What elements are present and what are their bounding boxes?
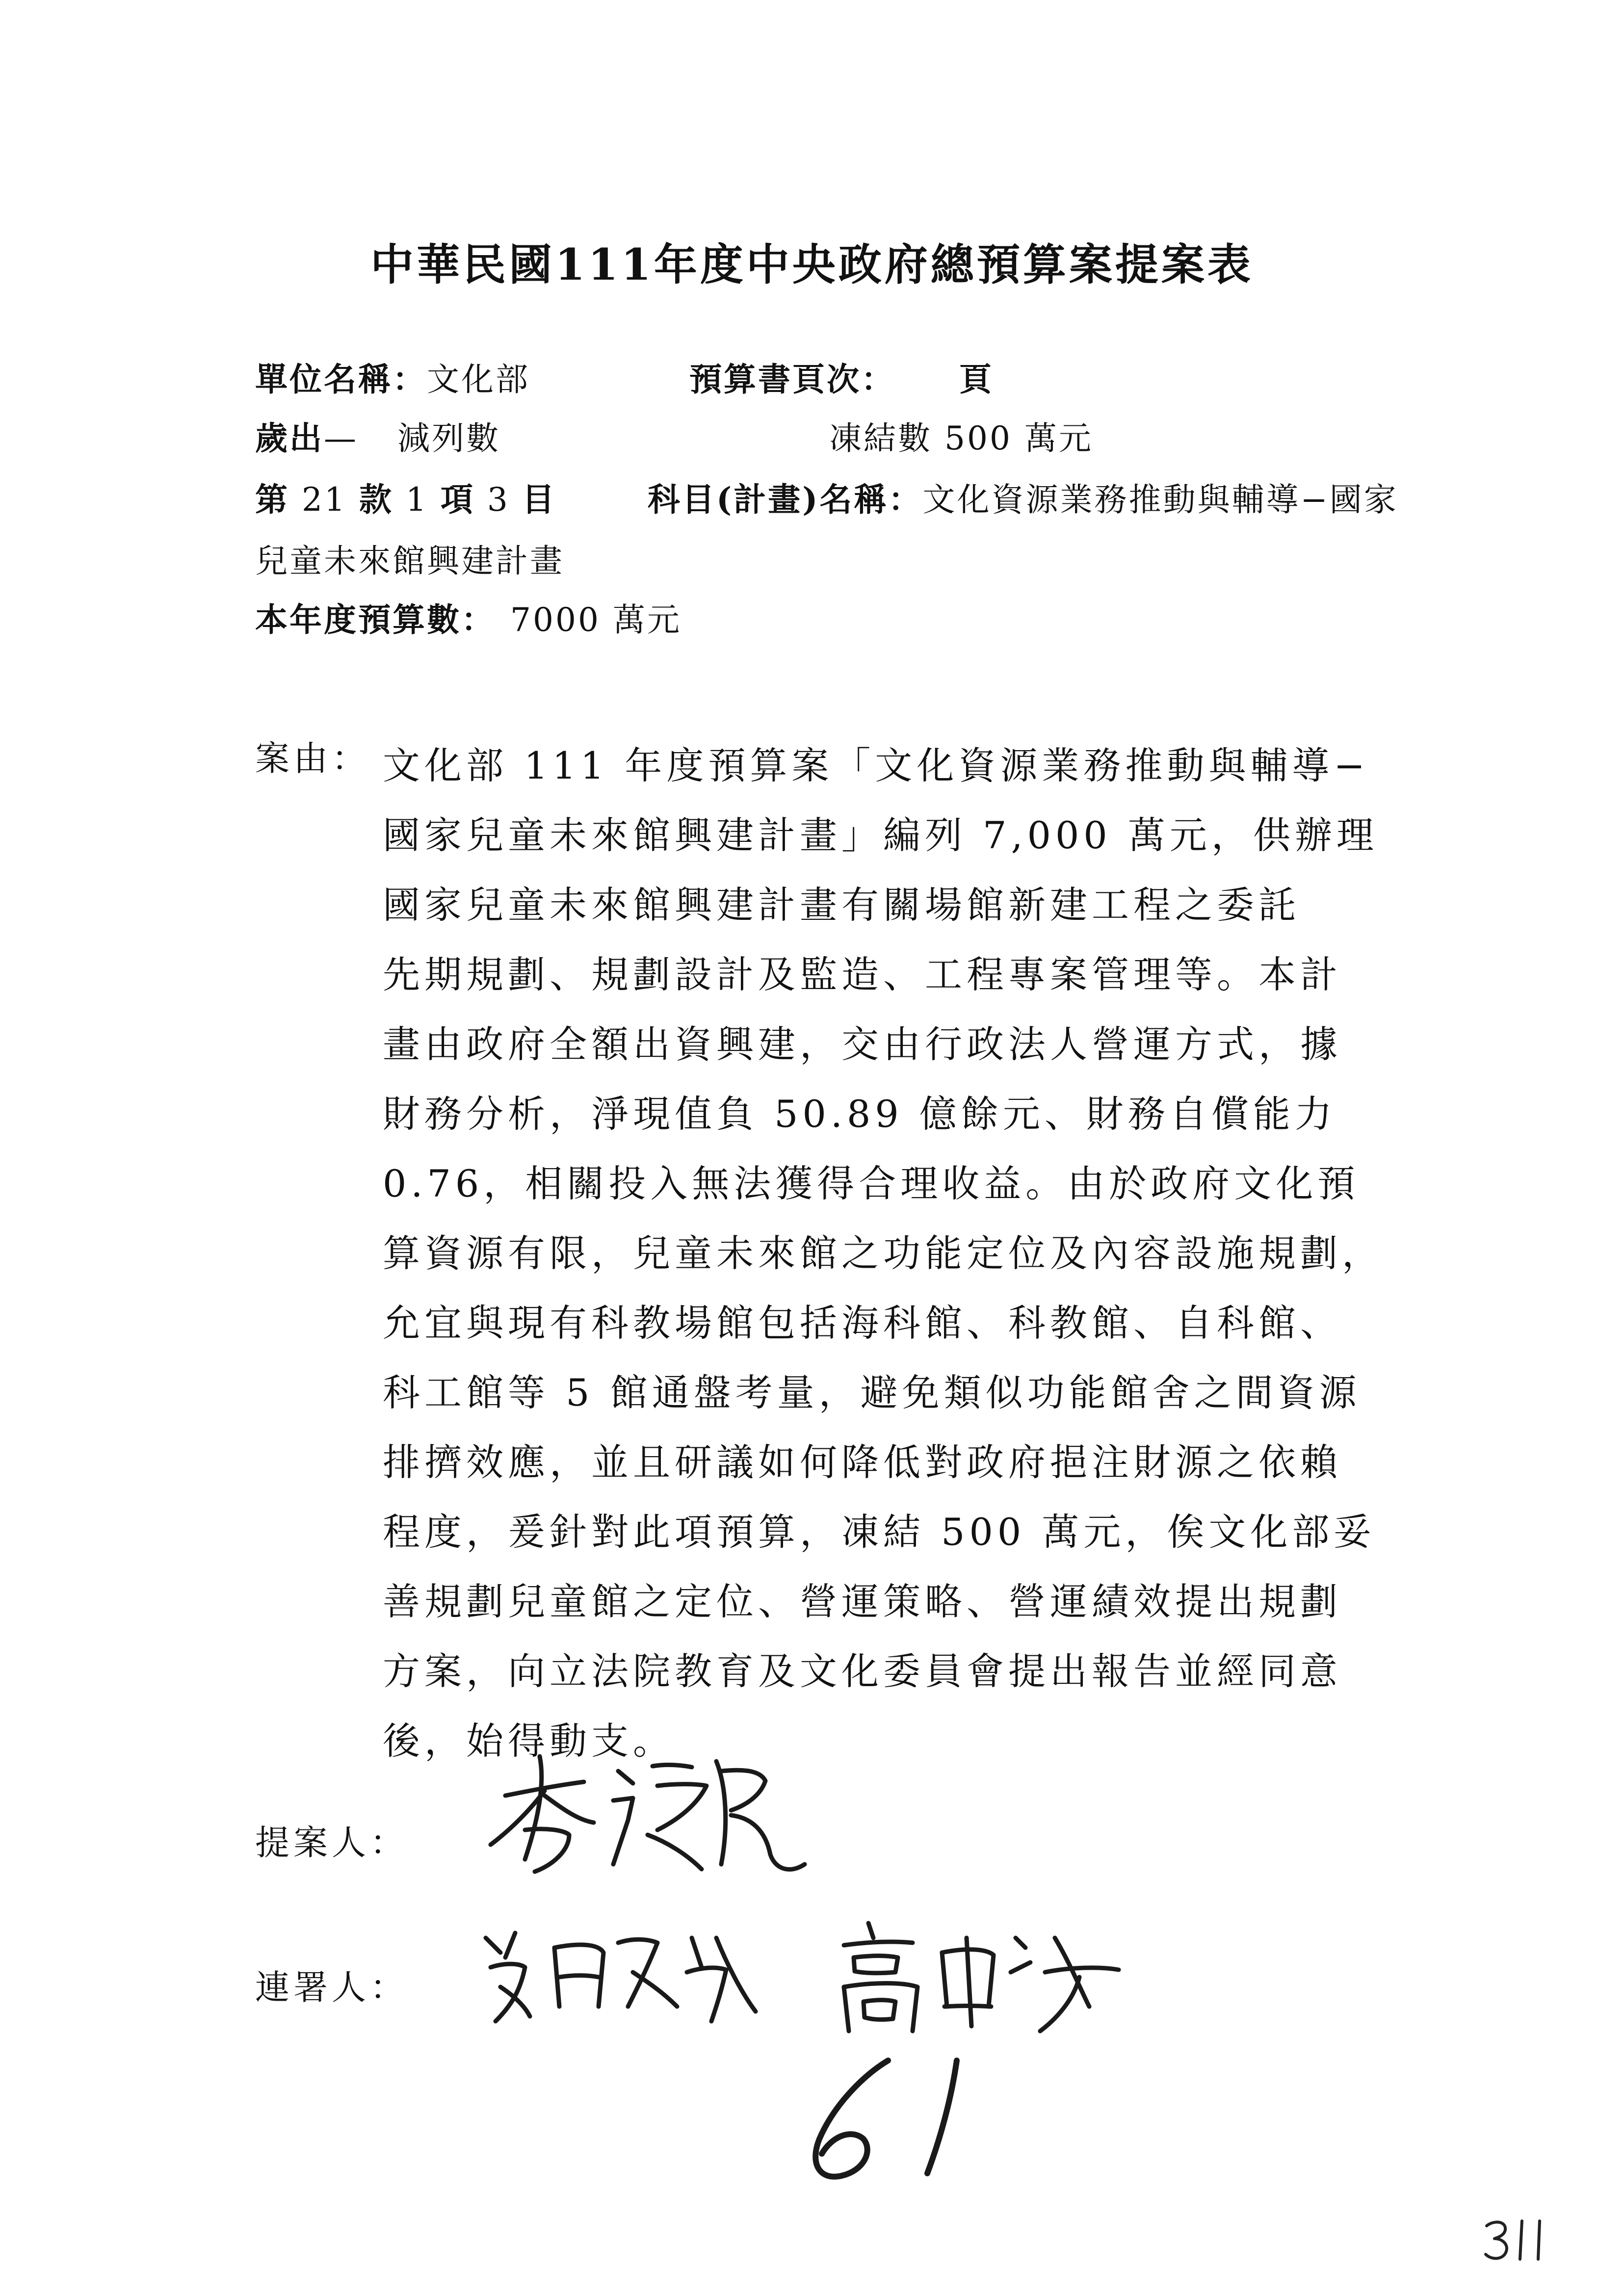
reason-line: 國家兒童未來館興建計畫有關場館新建工程之委託 (383, 883, 1300, 927)
unit-row (255, 353, 530, 400)
section-kuan-num: 21 (301, 481, 347, 519)
reason-line: 允宜與現有科教場館包括海科館、科教館、自科館、 (383, 1301, 1342, 1345)
expense-label: 歲出 (255, 419, 324, 457)
reason-line: 財務分析，淨現值負 50.89 億餘元、財務自償能力 (383, 1092, 1336, 1136)
subject-value-line1: 文化資源業務推動與輔導−國家 (922, 481, 1398, 519)
reason-line: 先期規劃、規劃設計及監造、工程專案管理等。本計 (383, 953, 1342, 996)
cosigner-signature-1 (471, 1908, 765, 2036)
reason-line: 科工館等 5 館通盤考量，避免類似功能館舍之間資源 (383, 1371, 1361, 1414)
reason-line: 算資源有限，兒童未來館之功能定位及內容設施規劃， (383, 1231, 1384, 1275)
budget-page-label: 預算書頁次： (689, 360, 895, 398)
expense-dash: — (324, 419, 358, 457)
budget-amount-value: 7000 萬元 (510, 601, 681, 639)
reason-line: 畫由政府全額出資興建，交由行政法人營運方式，據 (383, 1022, 1342, 1066)
section-xiang: 項 (440, 480, 475, 519)
reason-line: 方案，向立法院教育及文化委員會提出報告並經同意 (383, 1649, 1342, 1693)
reason-label: 案由： (255, 738, 370, 779)
subject-row (648, 473, 1398, 520)
freeze-row (829, 412, 1093, 459)
section-mu-num: 3 (487, 481, 510, 519)
section-di: 第 (255, 480, 289, 519)
proposer-label: 提案人： (255, 1823, 408, 1863)
proposer-signature (471, 1737, 814, 1884)
budget-amount-label: 本年度預算數： (255, 600, 496, 639)
unit-value: 文化部 (427, 361, 530, 398)
budget-page-row (689, 353, 994, 400)
budget-amount-row (255, 594, 681, 640)
cosigner-signature-2 (824, 1908, 1128, 2036)
freeze-label: 凍結數 (829, 419, 932, 457)
section-row (255, 473, 556, 520)
freeze-value: 500 萬元 (944, 419, 1093, 457)
unit-label: 單位名稱： (255, 360, 427, 398)
subject-label: 科目(計畫)名稱： (648, 480, 923, 519)
reduce-label: 減列數 (397, 419, 500, 457)
reason-body (383, 731, 1403, 1776)
subject-value-line2: 兒童未來館興建計畫 (255, 542, 564, 580)
expense-row (255, 412, 500, 459)
reason-line: 文化部 111 年度預算案「文化資源業務推動與輔導− (383, 744, 1370, 787)
page-number (1482, 2215, 1550, 2264)
document-title: 中華民國111年度中央政府總預算案提案表 (370, 239, 1254, 290)
reason-line: 國家兒童未來館興建計畫」編列 7,000 萬元，供辦理 (383, 813, 1378, 857)
section-mu: 目 (522, 480, 556, 519)
reason-line: 0.76，相關投入無法獲得合理收益。由於政府文化預 (383, 1162, 1360, 1205)
reason-line: 排擠效應，並且研議如何降低對政府挹注財源之依賴 (383, 1440, 1342, 1484)
handwritten-number (795, 2051, 1001, 2188)
reason-line: 善規劃兒童館之定位、營運策略、營運績效提出規劃 (383, 1580, 1342, 1623)
reason-line: 程度，爰針對此項預算，凍結 500 萬元，俟文化部妥 (383, 1510, 1376, 1554)
cosigner-label: 連署人： (255, 1967, 408, 2008)
reason-line: 後，始得動支。 (383, 1719, 675, 1763)
section-kuan: 款 (359, 480, 393, 519)
budget-page-value: 頁 (959, 360, 994, 398)
section-xiang-num: 1 (405, 481, 428, 519)
